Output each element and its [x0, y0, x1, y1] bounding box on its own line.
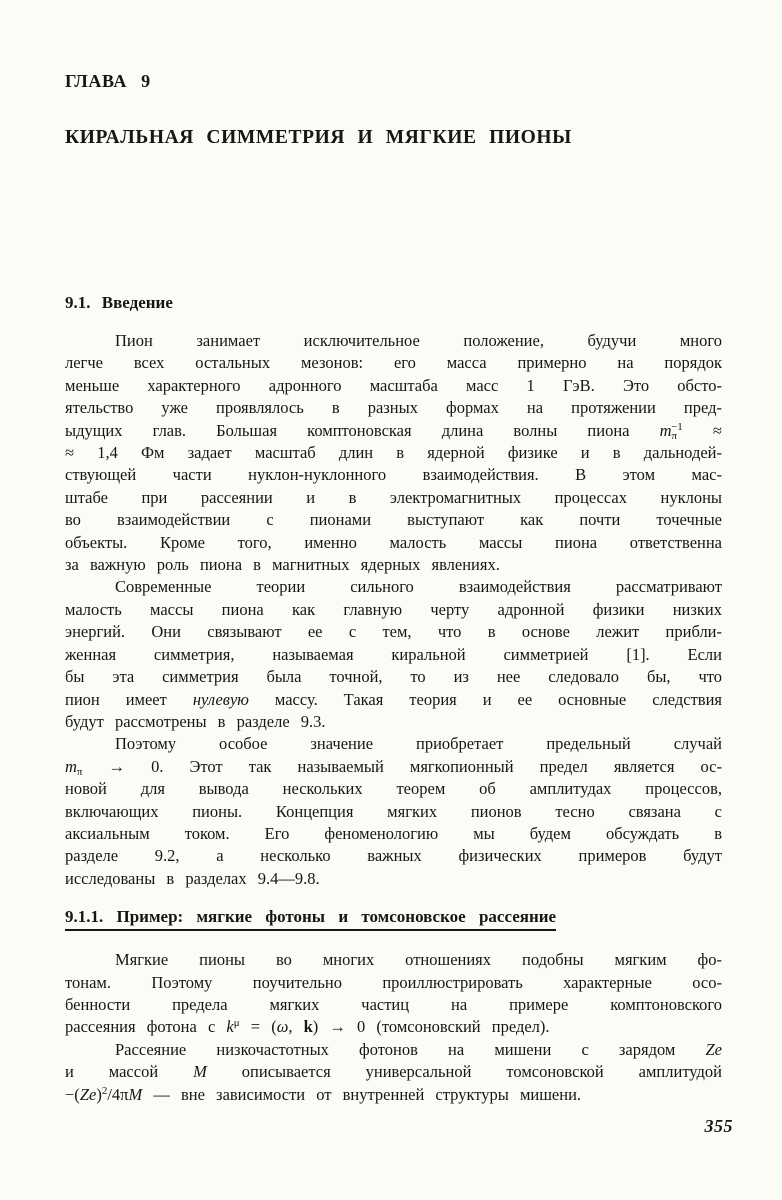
subsection-heading [65, 906, 722, 928]
text-line: новой для вывода нескольких теорем об амплитудах процессов, [65, 779, 722, 799]
text-line: объекты. Кроме того, именно малость массы пиона ответственна [65, 532, 722, 552]
text-line: бенности предела мягких частиц на примере комптоновского [65, 994, 722, 1014]
text-line: будут рассмотрены в разделе 9.3. [65, 711, 326, 731]
text-line: $-(Ze)^2/4\pi M$ — вне зависимости от внутренней структуры мишени. [65, 1084, 582, 1104]
text-line: ыдущих глав. Большая комптоновская длина волны пиона $m_\pi^{-1}$ ≈ [65, 420, 722, 442]
text-line: Современные теории сильного взаимодействия рассматривают [115, 577, 722, 597]
text-line: Поэтому особое значение приобретает предельный случай [115, 734, 722, 754]
text-line: Рассеяние низкочастотных фотонов на мишени с зарядом Ze [115, 1039, 722, 1059]
text-line: разделе 9.2, а несколько важных физических примеров будут [65, 846, 722, 866]
text-line: бы эта симметрия была точной, то из нее следовало бы, что [65, 667, 722, 687]
paragraph-4 [65, 949, 722, 1039]
text-line: $m_\pi \to 0$. Этот так называемый мягкопионный предел является ос- [65, 756, 722, 778]
text-line: Пион занимает исключительное положение, будучи много [115, 331, 722, 350]
text-line: энергий. Они связывают ее с тем, что в основе лежит прибли- [65, 622, 722, 642]
text-line: исследованы в разделах 9.4—9.8. [65, 868, 320, 888]
text-line: ствующей части нуклон-нуклонного взаимодействия. В этом мас- [65, 465, 722, 485]
text-line: за важную роль пиона в магнитных ядерных явлениях. [65, 555, 500, 575]
text-line: Мягкие пионы во многих отношениях подобны мягким фо- [115, 950, 722, 970]
text-line: пион имеет нулевую массу. Такая теория и ее основные следствия [65, 689, 722, 709]
text-line: ятельство уже проявлялось в разных формах на протяжении пред- [65, 398, 722, 418]
paragraph-1 [65, 330, 722, 576]
text-line: во взаимодействии с пионами выступают как почти точечные [65, 510, 722, 530]
paragraph-5 [65, 1039, 722, 1106]
page-number: 355 [704, 1116, 733, 1136]
paragraph-3 [65, 733, 722, 890]
section-heading: 9.1. Введение [65, 293, 173, 312]
text-line: аксиальным током. Его феноменологию мы будем обсуждать в [65, 823, 722, 843]
paragraph-2 [65, 576, 722, 733]
text-line: женная симметрия, называемая киральной симметрией [1]. Если [65, 644, 722, 664]
chapter-title: КИРАЛЬНАЯ СИММЕТРИЯ И МЯГКИЕ ПИОНЫ [65, 127, 572, 148]
text-line: малость массы пиона как главную черту адронной физики низких [65, 599, 722, 619]
text-line: ≈ 1,4 Фм задает масштаб длин в ядерной физике и в дальнодей- [65, 443, 722, 463]
text-line: меньше характерного адронного масштаба масс 1 ГэВ. Это обсто- [65, 375, 722, 395]
text-line: включающих пионы. Концепция мягких пионов тесно связана с [65, 801, 722, 821]
text-line: легче всех остальных мезонов: его масса примерно на порядок [65, 353, 722, 373]
text-line: штабе при рассеянии и в электромагнитных процессах нуклоны [65, 487, 722, 507]
text-line: и массой M описывается универсальной томсоновской амплитудой [65, 1062, 722, 1082]
subsection-heading-text: 9.1.1. Пример: мягкие фотоны и томсоновское рассеяние [65, 907, 556, 931]
chapter-label: ГЛАВА 9 [65, 71, 151, 91]
text-line: рассеяния фотона с $k^\mu = (\omega$, k) → 0 (томсоновский предел). [65, 1017, 550, 1037]
text-line: тонам. Поэтому поучительно проиллюстрировать характерные осо- [65, 972, 722, 992]
